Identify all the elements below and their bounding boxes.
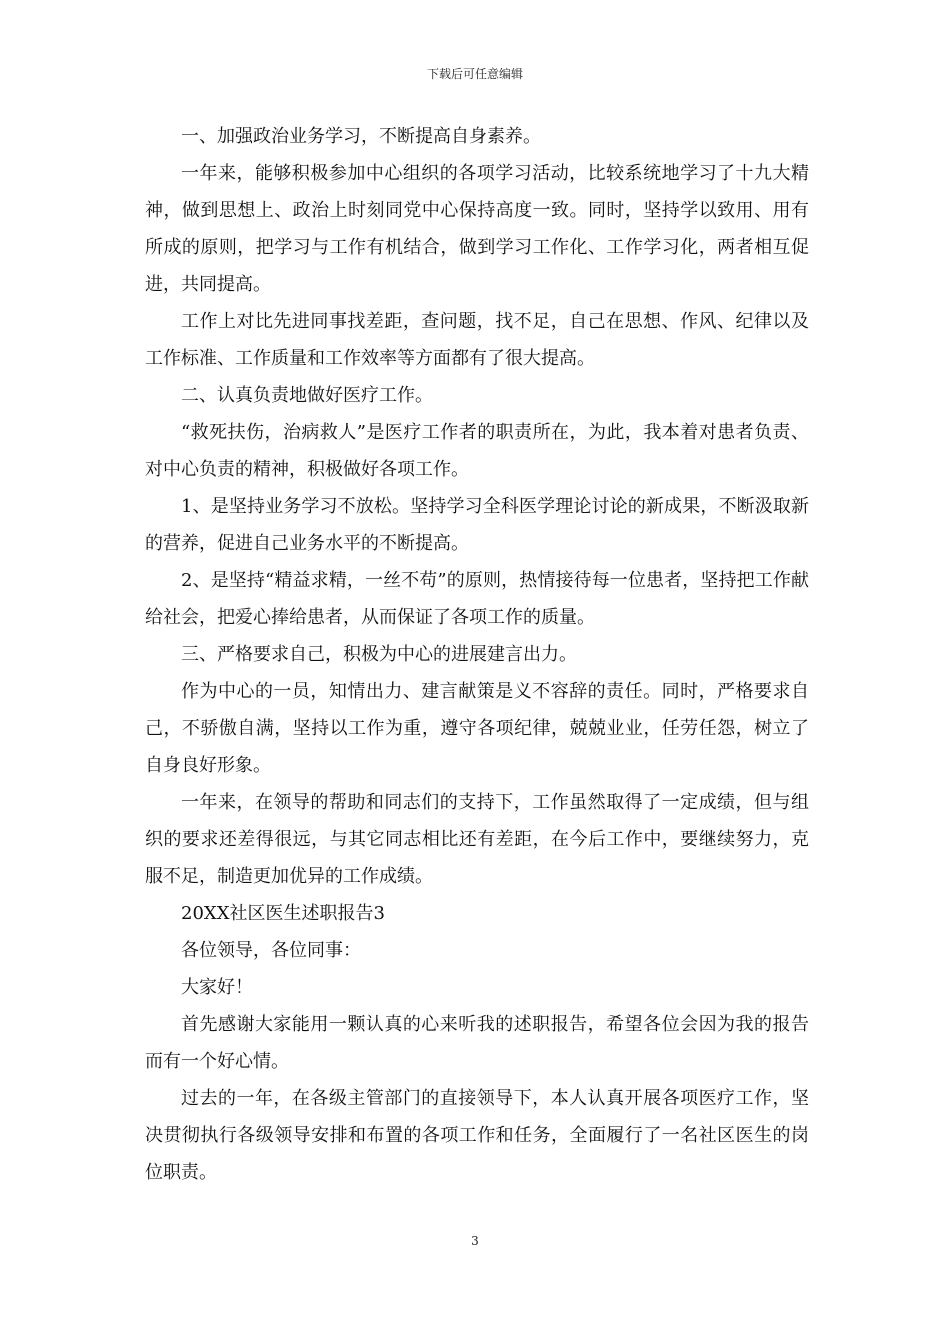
paragraph-1: 一、加强政治业务学习，不断提高自身素养。 [181, 126, 541, 147]
paragraph-14: 首先感谢大家能用一颗认真的心来听我的述职报告，希望各位会因为我的报告而有一个好心情。 [145, 1014, 809, 1072]
paragraph-3: 工作上对比先进同事找差距，查问题，找不足，自己在思想、作风、纪律以及工作标准、工作质量和工作效率等方面都有了很大提高。 [145, 311, 809, 369]
paragraph-10: 一年来，在领导的帮助和同志们的支持下，工作虽然取得了一定成绩，但与组织的要求还差得很远，与其它同志相比还有差距，在今后工作中，要继续努力，克服不足，制造更加优异的工作成绩。 [145, 792, 809, 887]
paragraph-6: 1、是坚持业务学习不放松。坚持学习全科医学理论讨论的新成果，不断汲取新的营养，促进自己业务水平的不断提高。 [145, 496, 809, 554]
page-header: 下载后可任意编辑 [426, 67, 523, 81]
paragraph-9: 作为中心的一员，知情出力、建言献策是义不容辞的责任。同时，严格要求自己，不骄傲自满，坚持以工作为重，遵守各项纪律，兢兢业业，任劳任怨，树立了自身良好形象。 [145, 681, 809, 776]
paragraph-8: 三、严格要求自己，积极为中心的进展建言出力。 [181, 644, 577, 665]
paragraph-15: 过去的一年，在各级主管部门的直接领导下，本人认真开展各项医疗工作，坚决贯彻执行各级领导安排和布置的各项工作和任务，全面履行了一名社区医生的岗位职责。 [145, 1088, 809, 1183]
page-number: 3 [471, 1234, 479, 1248]
paragraph-5: “救死扶伤，治病救人”是医疗工作者的职责所在，为此，我本着对患者负责、对中心负责的精神，积极做好各项工作。 [145, 422, 809, 480]
section-heading: 20XX社区医生述职报告3 [181, 903, 385, 924]
paragraph-4: 二、认真负责地做好医疗工作。 [181, 385, 433, 406]
salutation: 各位领导，各位同事： [181, 940, 361, 961]
paragraph-7: 2、是坚持“精益求精，一丝不苟”的原则，热情接待每一位患者，坚持把工作献给社会，把爱心捧给患者，从而保证了各项工作的质量。 [145, 570, 809, 628]
greeting: 大家好！ [181, 977, 253, 998]
paragraph-2: 一年来，能够积极参加中心组织的各项学习活动，比较系统地学习了十九大精神，做到思想上、政治上时刻同党中心保持高度一致。同时，坚持学以致用、用有所成的原则，把学习与工作有机结合，做到学习工作化、工作学习化，两者相互促进，共同提高。 [145, 163, 809, 295]
document-body [145, 118, 809, 1191]
